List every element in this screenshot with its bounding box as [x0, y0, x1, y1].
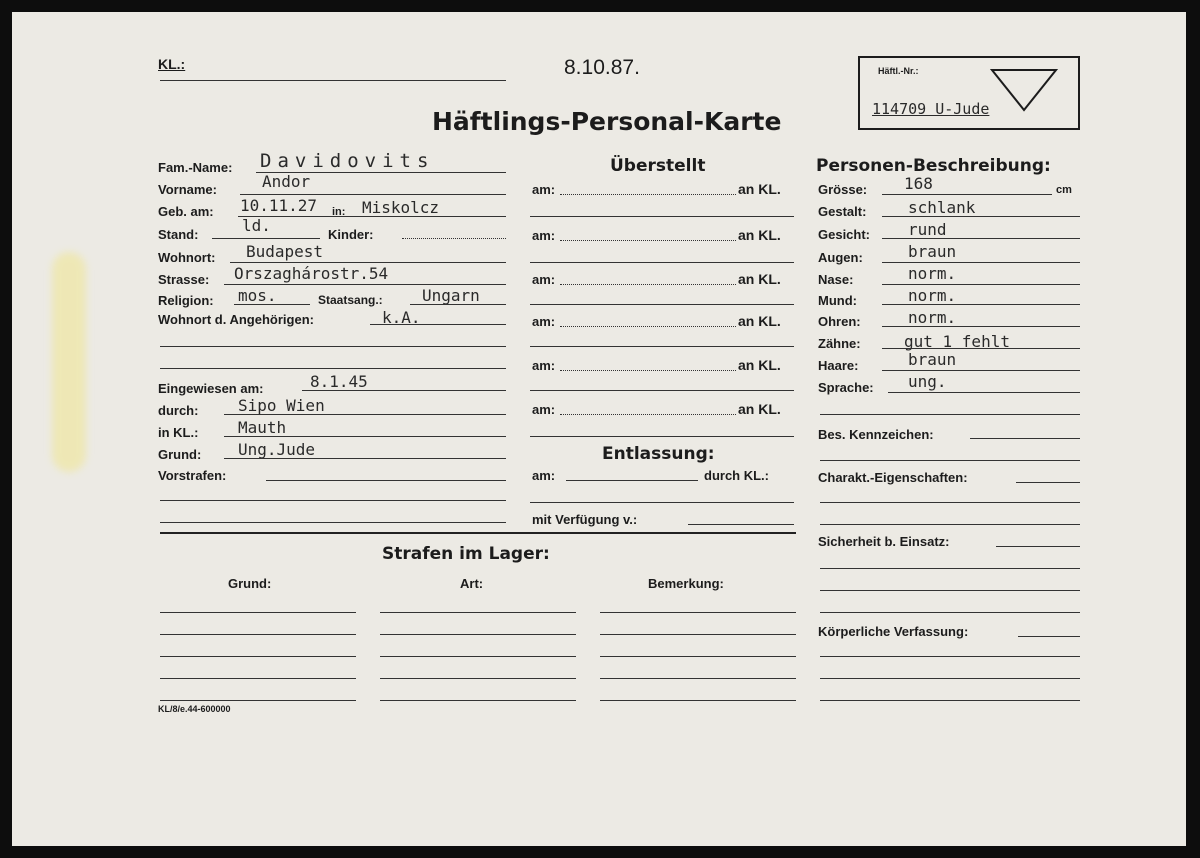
vorname-value: Andor [262, 172, 311, 191]
kennzeichen-line [970, 438, 1080, 439]
kl-label: KL.: [158, 56, 186, 72]
vorname-line [240, 194, 506, 195]
strafen-bemerkung-line-4 [600, 678, 796, 679]
wohnort-value: Budapest [246, 242, 324, 261]
prisoner-number-label: Häftl.-Nr.: [878, 66, 919, 76]
staatsang-line [410, 304, 506, 305]
geb-place-value: Miskolcz [362, 198, 440, 217]
ohren-value: norm. [908, 308, 957, 327]
sprache-value: ung. [908, 372, 947, 391]
ueberstellt-title: Überstellt [610, 156, 706, 176]
entlassung-line-2 [530, 502, 794, 503]
sicherheit-line [996, 546, 1080, 547]
ueberstellt-am-label-6: am: [532, 402, 556, 417]
ueberstellt-line-6b [530, 436, 794, 437]
stand-label: Stand: [158, 227, 199, 242]
ueberstellt-am-line-5 [560, 370, 736, 371]
grund-line [224, 458, 506, 459]
gestalt-value: schlank [908, 198, 976, 217]
entlassung-am-line [566, 480, 698, 481]
haare-label: Haare: [818, 358, 859, 373]
ueberstellt-am-label-2: am: [532, 228, 556, 243]
charakt-line [1016, 482, 1080, 483]
religion-value: mos. [238, 286, 277, 305]
mund-label: Mund: [818, 293, 857, 308]
card-title: Häftlings-Personal-Karte [432, 107, 782, 136]
geb-line [238, 216, 506, 217]
augen-label: Augen: [818, 250, 863, 265]
zaehne-label: Zähne: [818, 336, 861, 351]
strafen-art-line-1 [380, 612, 576, 613]
stand-value: ld. [242, 216, 271, 235]
charakt-label: Charakt.-Eigenschaften: [818, 470, 968, 485]
ueberstellt-an-kl-label-2: an KL. [738, 227, 781, 243]
staatsang-label: Staatsang.: [318, 293, 383, 307]
triangle-icon [990, 68, 1058, 112]
entlassung-am-label: am: [532, 468, 556, 483]
prisoner-number: 114709 U-Jude [872, 100, 990, 118]
paper-stain [52, 252, 86, 472]
angeh-line-2 [160, 346, 506, 347]
sprache-line [888, 392, 1080, 393]
ueberstellt-an-kl-label-6: an KL. [738, 401, 781, 417]
eingewiesen-line [302, 390, 506, 391]
kennzeichen-line-2 [820, 460, 1080, 461]
personal-card [12, 12, 1186, 846]
strafen-bemerkung-line-5 [600, 700, 796, 701]
angeh-label: Wohnort d. Angehörigen: [158, 312, 314, 327]
ueberstellt-am-label-1: am: [532, 182, 556, 197]
mund-value: norm. [908, 286, 957, 305]
geb-date-value: 10.11.27 [240, 196, 318, 215]
gestalt-label: Gestalt: [818, 204, 867, 219]
ueberstellt-line-5b [530, 390, 794, 391]
mund-line [882, 304, 1080, 305]
strafen-grund-line-4 [160, 678, 356, 679]
strafen-art-line-2 [380, 634, 576, 635]
koerper-line-2 [820, 656, 1080, 657]
strafen-title: Strafen im Lager: [382, 544, 550, 564]
ueberstellt-an-kl-label-5: an KL. [738, 357, 781, 373]
strafen-bemerkung-line-2 [600, 634, 796, 635]
vorstrafen-line-2 [160, 500, 506, 501]
ueberstellt-am-label-3: am: [532, 272, 556, 287]
religion-label: Religion: [158, 293, 214, 308]
groesse-value: 168 [904, 174, 933, 193]
in-label: in: [332, 206, 346, 218]
geb-label: Geb. am: [158, 204, 214, 219]
strafen-grund-line-3 [160, 656, 356, 657]
ueberstellt-line-2b [530, 262, 794, 263]
angeh-line [370, 324, 506, 325]
sicherheit-line-2 [820, 568, 1080, 569]
ueberstellt-line-1b [530, 216, 794, 217]
ueberstellt-am-line-3 [560, 284, 736, 285]
religion-line [234, 304, 310, 305]
zaehne-value: gut 1 fehlt [904, 332, 1010, 351]
nase-line [882, 284, 1080, 285]
gesicht-value: rund [908, 220, 947, 239]
entlassung-title: Entlassung: [602, 444, 715, 464]
durch-value: Sipo Wien [238, 396, 325, 415]
sprache-line-2 [820, 414, 1080, 415]
inkl-line [224, 436, 506, 437]
ohren-label: Ohren: [818, 314, 861, 329]
gesicht-label: Gesicht: [818, 227, 871, 242]
koerper-label: Körperliche Verfassung: [818, 624, 969, 639]
ueberstellt-am-line-1 [560, 194, 736, 195]
ueberstellt-line-3b [530, 304, 794, 305]
strafen-bemerkung-line-1 [600, 612, 796, 613]
sicherheit-label: Sicherheit b. Einsatz: [818, 534, 950, 549]
charakt-line-3 [820, 524, 1080, 525]
sicherheit-line-3 [820, 590, 1080, 591]
prisoner-number-box [858, 56, 1080, 130]
strasse-label: Strasse: [158, 272, 210, 287]
kennzeichen-label: Bes. Kennzeichen: [818, 427, 934, 442]
vorstrafen-label: Vorstrafen: [158, 468, 227, 483]
grund-value: Ung.Jude [238, 440, 316, 459]
form-code: KL/8/e.44-600000 [158, 704, 231, 714]
angeh-line-3 [160, 368, 506, 369]
vorstrafen-line-3 [160, 522, 506, 523]
ueberstellt-am-label-5: am: [532, 358, 556, 373]
verfuegung-line [688, 524, 794, 525]
strasse-line [224, 284, 506, 285]
groesse-line [882, 194, 1052, 195]
ueberstellt-line-4b [530, 346, 794, 347]
verfuegung-label: mit Verfügung v.: [532, 512, 638, 527]
ueberstellt-an-kl-label-4: an KL. [738, 313, 781, 329]
stand-line [212, 238, 320, 239]
gesicht-line [882, 238, 1080, 239]
ueberstellt-an-kl-label-1: an KL. [738, 181, 781, 197]
kinder-line [402, 238, 506, 239]
ueberstellt-an-kl-label-3: an KL. [738, 271, 781, 287]
strafen-bemerkung-line-3 [600, 656, 796, 657]
fam-name-label: Fam.-Name: [158, 160, 233, 175]
koerper-line [1018, 636, 1080, 637]
sprache-label: Sprache: [818, 380, 874, 395]
kinder-label: Kinder: [328, 227, 374, 242]
strafen-bemerkung-label: Bemerkung: [648, 576, 724, 591]
augen-value: braun [908, 242, 957, 261]
durch-label: durch: [158, 403, 199, 418]
haare-value: braun [908, 350, 957, 369]
groesse-label: Grösse: [818, 182, 868, 197]
wohnort-line [230, 262, 506, 263]
ueberstellt-am-line-2 [560, 240, 736, 241]
augen-line [882, 262, 1080, 263]
strafen-art-line-5 [380, 700, 576, 701]
gestalt-line [882, 216, 1080, 217]
sicherheit-line-4 [820, 612, 1080, 613]
nase-value: norm. [908, 264, 957, 283]
strafen-grund-line-1 [160, 612, 356, 613]
durch-line [224, 414, 506, 415]
grund-label: Grund: [158, 447, 202, 462]
strafen-art-line-4 [380, 678, 576, 679]
inkl-label: in KL.: [158, 425, 199, 440]
strafen-grund-line-5 [160, 700, 356, 701]
koerper-line-4 [820, 700, 1080, 701]
kl-line [160, 80, 506, 81]
staatsang-value: Ungarn [422, 286, 480, 305]
fam-name-value: Davidovits [260, 150, 435, 172]
strafen-art-line-3 [380, 656, 576, 657]
haare-line [882, 370, 1080, 371]
ueberstellt-am-line-6 [560, 414, 736, 415]
zaehne-line [882, 348, 1080, 349]
ueberstellt-am-label-4: am: [532, 314, 556, 329]
cm-label: cm [1056, 184, 1072, 196]
strafen-grund-label: Grund: [228, 576, 272, 591]
card-date: 8.10.87. [564, 56, 640, 79]
vorstrafen-line [266, 480, 506, 481]
eingewiesen-value: 8.1.45 [310, 372, 368, 391]
nase-label: Nase: [818, 272, 854, 287]
strasse-value: Orszaghárostr.54 [234, 264, 389, 283]
strafen-art-label: Art: [460, 576, 484, 591]
wohnort-label: Wohnort: [158, 250, 216, 265]
koerper-line-3 [820, 678, 1080, 679]
inkl-value: Mauth [238, 418, 287, 437]
eingewiesen-label: Eingewiesen am: [158, 381, 264, 396]
ohren-line [882, 326, 1080, 327]
angeh-value: k.A. [382, 308, 421, 327]
vorname-label: Vorname: [158, 182, 217, 197]
strafen-grund-line-2 [160, 634, 356, 635]
charakt-line-2 [820, 502, 1080, 503]
ueberstellt-am-line-4 [560, 326, 736, 327]
section-divider [160, 532, 796, 534]
entlassung-durch-kl-label: durch KL.: [704, 468, 769, 483]
beschreibung-title: Personen-Beschreibung: [816, 156, 1051, 176]
